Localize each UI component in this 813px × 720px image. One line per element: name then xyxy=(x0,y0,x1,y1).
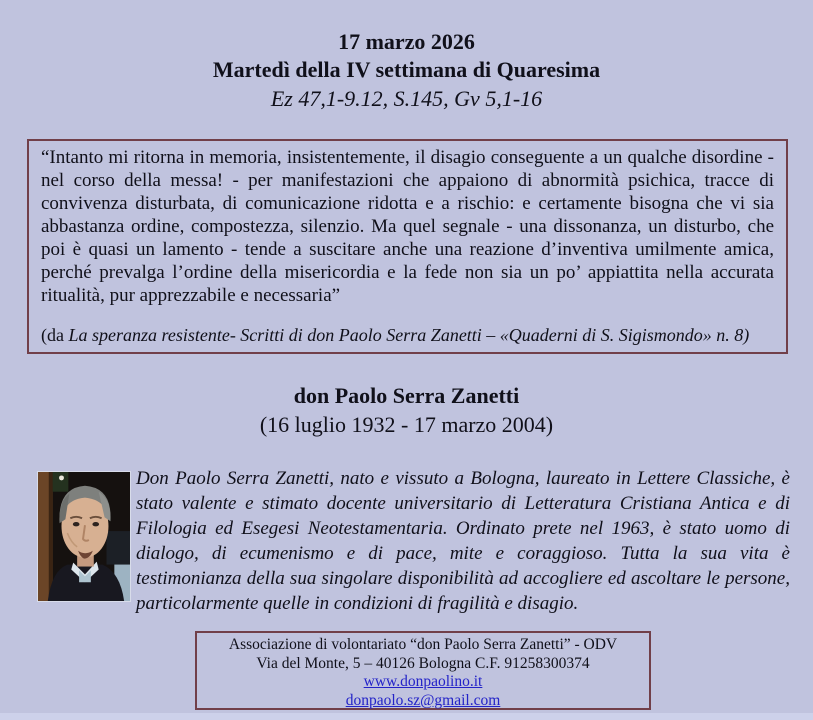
association-info-box xyxy=(195,631,651,710)
quote-box xyxy=(27,139,788,354)
biography-section xyxy=(37,466,790,616)
website-link[interactable]: www.donpaolino.it xyxy=(363,673,483,690)
association-address: Via del Monte, 5 – 40126 Bologna C.F. 91258300374 xyxy=(256,654,590,672)
readings-reference: Ez 47,1-9.12, S.145, Gv 5,1-16 xyxy=(270,86,543,111)
email-link[interactable]: donpaolo.sz@gmail.com xyxy=(345,691,501,709)
header xyxy=(0,28,813,113)
subject-block xyxy=(0,382,813,439)
quote-attribution xyxy=(41,324,774,347)
subject-dates: (16 luglio 1932 - 17 marzo 2004) xyxy=(259,412,554,437)
date-title: 17 marzo 2026 xyxy=(338,29,475,54)
quote-text: “Intanto mi ritorna in memoria, insistentemente, il disagio conseguente a un qualche disordine - nel corso della messa! - per manifestazioni che appaiono di abnormità psichica, tracce di convivenza disturbata, di comunicazione ridotta e a rischio: e certamente bisogna che vi sia abbastanza ordine, compostezza, silenzio. Ma quel segnale - una dissonanza, un disturbo, che poi è quasi un lamento - tende a suscitare anche una reazione d’inventiva umilmente amica, perché prevalga l’ordine della misericordia e la fede non sia un po’ appiattita nella accurata ritualità, pur apprezzabile e necessaria” xyxy=(41,147,774,306)
subject-name: don Paolo Serra Zanetti xyxy=(293,383,520,408)
association-name: Associazione di volontariato “don Paolo Serra Zanetti” - ODV xyxy=(228,636,618,653)
quote-attribution-source: La speranza resistente- Scritti di don Paolo Serra Zanetti – «Quaderni di S. Sigismondo» n. 8) xyxy=(68,325,750,345)
page-bottom-edge xyxy=(0,713,813,720)
portrait-photo xyxy=(37,471,131,602)
liturgical-day-title: Martedì della IV settimana di Quaresima xyxy=(212,57,601,82)
quote-attribution-prefix: (da xyxy=(41,325,69,345)
biography-text: Don Paolo Serra Zanetti, nato e vissuto a Bologna, laureato in Lettere Classiche, è stato valente e stimato docente universitario di Letteratura Cristiana Antica e di Filologia ed Esegesi Neotestamentaria. Ordinato prete nel 1963, è stato uomo di dialogo, di ecumenismo e di pace, mite e coraggioso. Tutta la sua vita è testimonianza della sua singolare disponibilità ad accogliere ed ascoltare le persone, particolarmente quelle in condizioni di fragilità e disagio. xyxy=(136,468,790,614)
